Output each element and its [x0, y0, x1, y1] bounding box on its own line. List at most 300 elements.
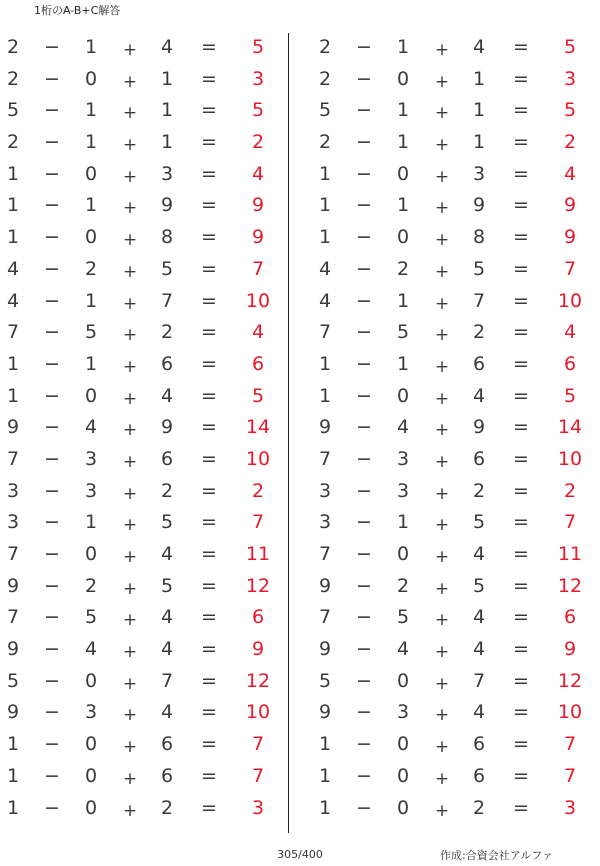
operand-c: 4: [160, 701, 174, 724]
equals-sign: =: [201, 289, 217, 312]
page-number: 305/400: [277, 848, 323, 861]
answer: 9: [251, 226, 265, 249]
problem-row: [0, 539, 280, 571]
operand-b: 0: [396, 226, 410, 249]
problem-row: [312, 254, 592, 286]
problem-row: [0, 666, 280, 698]
answer: 7: [563, 733, 577, 756]
operand-a: 4: [6, 257, 20, 280]
operand-a: 2: [318, 131, 332, 154]
problem-row: [0, 190, 280, 222]
operand-a: 7: [318, 447, 332, 470]
minus-sign: −: [44, 764, 60, 787]
minus-sign: −: [356, 352, 372, 375]
operand-a: 4: [6, 289, 20, 312]
minus-sign: −: [44, 321, 60, 344]
problem-row: [312, 349, 592, 381]
operand-b: 0: [84, 543, 98, 565]
operand-b: 5: [396, 321, 410, 344]
equals-sign: =: [513, 447, 529, 470]
answer: 14: [245, 416, 271, 439]
plus-sign: +: [122, 71, 138, 92]
operand-c: 2: [472, 479, 486, 502]
answer: 7: [251, 764, 265, 787]
operand-a: 1: [318, 764, 332, 787]
problem-row: [0, 761, 280, 793]
minus-sign: −: [356, 733, 372, 756]
answer: 9: [251, 638, 265, 661]
problem-row: [0, 729, 280, 761]
operand-c: 9: [472, 416, 486, 439]
operand-c: 5: [160, 574, 174, 597]
equals-sign: =: [513, 606, 529, 629]
operand-c: 2: [160, 479, 174, 502]
minus-sign: −: [356, 131, 372, 154]
answer: 7: [251, 511, 265, 534]
operand-b: 0: [396, 543, 410, 565]
problem-row: [312, 444, 592, 476]
problem-row: [312, 127, 592, 159]
minus-sign: −: [44, 701, 60, 724]
minus-sign: −: [44, 67, 60, 90]
minus-sign: −: [356, 511, 372, 534]
operand-a: 1: [6, 764, 20, 787]
operand-c: 6: [160, 352, 174, 375]
equals-sign: =: [513, 701, 529, 724]
operand-a: 1: [6, 733, 20, 756]
minus-sign: −: [356, 321, 372, 344]
answer: 5: [251, 99, 265, 122]
minus-sign: −: [44, 606, 60, 629]
minus-sign: −: [44, 384, 60, 407]
equals-sign: =: [201, 384, 217, 407]
operand-a: 2: [318, 36, 332, 58]
problem-row: [0, 159, 280, 191]
operand-c: 8: [160, 226, 174, 249]
operand-a: 9: [318, 574, 332, 597]
plus-sign: +: [122, 800, 138, 821]
operand-a: 5: [318, 669, 332, 692]
plus-sign: +: [122, 610, 138, 631]
answer: 9: [251, 194, 265, 217]
problem-row: [312, 571, 592, 603]
minus-sign: −: [44, 131, 60, 154]
problem-row: [0, 349, 280, 381]
problem-row: [312, 634, 592, 666]
plus-sign: +: [122, 483, 138, 504]
operand-b: 3: [84, 701, 98, 724]
operand-a: 7: [6, 543, 20, 565]
operand-a: 1: [6, 796, 20, 819]
problem-row: [0, 254, 280, 286]
answer: 6: [251, 352, 265, 375]
minus-sign: −: [356, 638, 372, 661]
operand-a: 9: [6, 416, 20, 439]
plus-sign: +: [122, 293, 138, 314]
operand-c: 7: [160, 669, 174, 692]
problem-row: [0, 381, 280, 413]
operand-b: 3: [396, 447, 410, 470]
operand-a: 3: [6, 511, 20, 534]
operand-c: 4: [472, 543, 486, 565]
minus-sign: −: [44, 416, 60, 439]
operand-b: 3: [396, 701, 410, 724]
problem-row: [0, 793, 280, 825]
operand-a: 9: [318, 416, 332, 439]
minus-sign: −: [356, 764, 372, 787]
operand-a: 4: [318, 257, 332, 280]
operand-a: 1: [318, 162, 332, 185]
equals-sign: =: [201, 447, 217, 470]
operand-b: 1: [84, 511, 98, 534]
problem-row: [312, 286, 592, 318]
operand-c: 6: [472, 352, 486, 375]
answer: 5: [563, 36, 577, 58]
operand-c: 7: [472, 289, 486, 312]
plus-sign: +: [434, 737, 450, 758]
operand-a: 2: [6, 67, 20, 90]
operand-c: 5: [160, 257, 174, 280]
plus-sign: +: [434, 388, 450, 409]
answer: 12: [245, 669, 271, 692]
operand-c: 9: [472, 194, 486, 217]
plus-sign: +: [434, 230, 450, 251]
operand-b: 0: [396, 384, 410, 407]
column-divider: [288, 33, 289, 833]
equals-sign: =: [513, 289, 529, 312]
operand-a: 9: [6, 701, 20, 724]
operand-c: 3: [160, 162, 174, 185]
plus-sign: +: [434, 198, 450, 219]
minus-sign: −: [44, 669, 60, 692]
operand-c: 4: [160, 606, 174, 629]
equals-sign: =: [513, 669, 529, 692]
problem-column-left: [0, 32, 280, 824]
operand-b: 1: [396, 131, 410, 154]
operand-a: 1: [318, 796, 332, 819]
problem-row: [312, 476, 592, 508]
problem-row: [0, 602, 280, 634]
operand-b: 0: [84, 67, 98, 90]
plus-sign: +: [434, 356, 450, 377]
equals-sign: =: [201, 36, 217, 58]
operand-c: 2: [472, 321, 486, 344]
problem-row: [0, 32, 280, 64]
answer: 5: [251, 36, 265, 58]
operand-c: 3: [472, 162, 486, 185]
operand-a: 4: [318, 289, 332, 312]
problem-row: [0, 697, 280, 729]
plus-sign: +: [434, 515, 450, 536]
equals-sign: =: [513, 352, 529, 375]
problem-row: [312, 761, 592, 793]
operand-c: 1: [472, 131, 486, 154]
operand-a: 7: [6, 606, 20, 629]
operand-b: 3: [396, 479, 410, 502]
operand-b: 2: [396, 574, 410, 597]
plus-sign: +: [434, 293, 450, 314]
equals-sign: =: [201, 416, 217, 439]
equals-sign: =: [513, 764, 529, 787]
operand-a: 5: [6, 669, 20, 692]
equals-sign: =: [201, 321, 217, 344]
answer: 4: [563, 162, 577, 185]
minus-sign: −: [356, 543, 372, 565]
minus-sign: −: [356, 796, 372, 819]
operand-b: 1: [396, 36, 410, 58]
problem-column-right: [312, 32, 592, 824]
plus-sign: +: [434, 800, 450, 821]
operand-a: 3: [318, 511, 332, 534]
problem-row: [0, 95, 280, 127]
plus-sign: +: [122, 356, 138, 377]
problem-row: [0, 634, 280, 666]
plus-sign: +: [434, 673, 450, 694]
equals-sign: =: [513, 733, 529, 756]
problem-row: [0, 222, 280, 254]
answer: 7: [563, 764, 577, 787]
minus-sign: −: [356, 194, 372, 217]
problem-row: [0, 476, 280, 508]
equals-sign: =: [201, 131, 217, 154]
answer: 12: [557, 669, 583, 692]
equals-sign: =: [201, 733, 217, 756]
operand-b: 0: [84, 733, 98, 756]
operand-b: 2: [396, 257, 410, 280]
minus-sign: −: [44, 162, 60, 185]
operand-a: 9: [6, 574, 20, 597]
operand-c: 4: [160, 36, 174, 58]
minus-sign: −: [44, 289, 60, 312]
operand-c: 1: [472, 67, 486, 90]
operand-a: 1: [318, 733, 332, 756]
answer: 10: [245, 447, 271, 470]
operand-a: 2: [6, 36, 20, 58]
answer: 9: [563, 226, 577, 249]
problem-row: [312, 381, 592, 413]
answer: 3: [563, 67, 577, 90]
problem-row: [0, 507, 280, 539]
operand-a: 9: [318, 638, 332, 661]
plus-sign: +: [122, 135, 138, 156]
equals-sign: =: [201, 226, 217, 249]
plus-sign: +: [434, 261, 450, 282]
answer: 9: [563, 638, 577, 661]
problem-row: [0, 127, 280, 159]
operand-a: 7: [6, 321, 20, 344]
operand-a: 5: [318, 99, 332, 122]
operand-c: 1: [160, 99, 174, 122]
equals-sign: =: [513, 511, 529, 534]
plus-sign: +: [434, 103, 450, 124]
operand-b: 1: [84, 131, 98, 154]
operand-a: 5: [6, 99, 20, 122]
problem-row: [312, 317, 592, 349]
answer: 7: [251, 257, 265, 280]
answer: 14: [557, 416, 583, 439]
equals-sign: =: [201, 162, 217, 185]
operand-b: 1: [396, 194, 410, 217]
operand-b: 1: [84, 352, 98, 375]
answer: 12: [557, 574, 583, 597]
operand-b: 1: [84, 289, 98, 312]
problem-row: [0, 317, 280, 349]
equals-sign: =: [201, 511, 217, 534]
operand-c: 5: [160, 511, 174, 534]
operand-c: 9: [160, 416, 174, 439]
operand-c: 4: [472, 384, 486, 407]
problem-row: [312, 159, 592, 191]
minus-sign: −: [356, 226, 372, 249]
operand-a: 1: [6, 162, 20, 185]
plus-sign: +: [122, 737, 138, 758]
minus-sign: −: [356, 384, 372, 407]
problem-row: [312, 729, 592, 761]
equals-sign: =: [513, 321, 529, 344]
equals-sign: =: [513, 574, 529, 597]
plus-sign: +: [122, 642, 138, 663]
answer: 12: [245, 574, 271, 597]
operand-c: 2: [472, 796, 486, 819]
minus-sign: −: [44, 543, 60, 565]
equals-sign: =: [513, 162, 529, 185]
operand-b: 0: [396, 764, 410, 787]
plus-sign: +: [122, 705, 138, 726]
plus-sign: +: [434, 71, 450, 92]
operand-b: 0: [396, 733, 410, 756]
answer: 11: [557, 543, 583, 565]
equals-sign: =: [201, 99, 217, 122]
problem-row: [0, 571, 280, 603]
answer: 5: [251, 384, 265, 407]
operand-b: 2: [84, 574, 98, 597]
plus-sign: +: [122, 388, 138, 409]
operand-b: 0: [84, 764, 98, 787]
answer: 4: [563, 321, 577, 344]
equals-sign: =: [201, 543, 217, 565]
operand-c: 6: [160, 764, 174, 787]
plus-sign: +: [434, 420, 450, 441]
problem-row: [312, 32, 592, 64]
problem-row: [312, 539, 592, 571]
minus-sign: −: [44, 226, 60, 249]
answer: 7: [251, 733, 265, 756]
minus-sign: −: [356, 67, 372, 90]
plus-sign: +: [434, 40, 450, 60]
problem-row: [312, 793, 592, 825]
plus-sign: +: [122, 451, 138, 472]
plus-sign: +: [122, 40, 138, 60]
minus-sign: −: [356, 701, 372, 724]
equals-sign: =: [201, 352, 217, 375]
plus-sign: +: [434, 483, 450, 504]
operand-c: 5: [472, 574, 486, 597]
problem-row: [312, 95, 592, 127]
minus-sign: −: [356, 669, 372, 692]
operand-b: 5: [84, 321, 98, 344]
operand-b: 4: [84, 416, 98, 439]
answer: 7: [563, 257, 577, 280]
plus-sign: +: [434, 166, 450, 187]
answer: 4: [251, 162, 265, 185]
minus-sign: −: [44, 479, 60, 502]
operand-b: 4: [84, 638, 98, 661]
operand-b: 4: [396, 416, 410, 439]
plus-sign: +: [434, 642, 450, 663]
operand-a: 3: [318, 479, 332, 502]
problem-row: [312, 412, 592, 444]
equals-sign: =: [201, 479, 217, 502]
operand-b: 5: [84, 606, 98, 629]
operand-a: 7: [318, 543, 332, 565]
minus-sign: −: [356, 416, 372, 439]
plus-sign: +: [434, 610, 450, 631]
equals-sign: =: [201, 606, 217, 629]
minus-sign: −: [356, 36, 372, 58]
answer: 3: [251, 67, 265, 90]
answer: 10: [245, 701, 271, 724]
plus-sign: +: [122, 547, 138, 567]
answer: 2: [563, 479, 577, 502]
operand-c: 7: [472, 669, 486, 692]
minus-sign: −: [44, 733, 60, 756]
operand-b: 1: [84, 99, 98, 122]
operand-c: 6: [160, 733, 174, 756]
operand-b: 0: [84, 669, 98, 692]
problem-row: [312, 602, 592, 634]
equals-sign: =: [201, 701, 217, 724]
operand-c: 4: [160, 543, 174, 565]
operand-a: 1: [318, 194, 332, 217]
operand-c: 4: [472, 606, 486, 629]
operand-b: 0: [84, 162, 98, 185]
operand-b: 0: [84, 384, 98, 407]
operand-c: 4: [472, 638, 486, 661]
operand-c: 4: [160, 384, 174, 407]
answer: 4: [251, 321, 265, 344]
answer: 5: [563, 99, 577, 122]
operand-a: 2: [6, 131, 20, 154]
operand-c: 6: [160, 447, 174, 470]
operand-b: 4: [396, 638, 410, 661]
operand-b: 2: [84, 257, 98, 280]
problem-row: [0, 64, 280, 96]
answer: 10: [245, 289, 271, 312]
plus-sign: +: [434, 451, 450, 472]
equals-sign: =: [513, 543, 529, 565]
equals-sign: =: [513, 226, 529, 249]
minus-sign: −: [356, 447, 372, 470]
problem-row: [312, 507, 592, 539]
answer: 10: [557, 447, 583, 470]
operand-b: 3: [84, 447, 98, 470]
operand-a: 9: [318, 701, 332, 724]
equals-sign: =: [201, 574, 217, 597]
problem-row: [312, 697, 592, 729]
creator-credit: 作成:合資会社アルファ: [440, 849, 554, 862]
plus-sign: +: [122, 325, 138, 346]
answer: 6: [563, 352, 577, 375]
equals-sign: =: [201, 194, 217, 217]
operand-a: 1: [318, 384, 332, 407]
operand-b: 1: [396, 99, 410, 122]
plus-sign: +: [122, 198, 138, 219]
answer: 3: [563, 796, 577, 819]
operand-c: 6: [472, 764, 486, 787]
plus-sign: +: [122, 166, 138, 187]
operand-a: 1: [6, 352, 20, 375]
plus-sign: +: [434, 135, 450, 156]
